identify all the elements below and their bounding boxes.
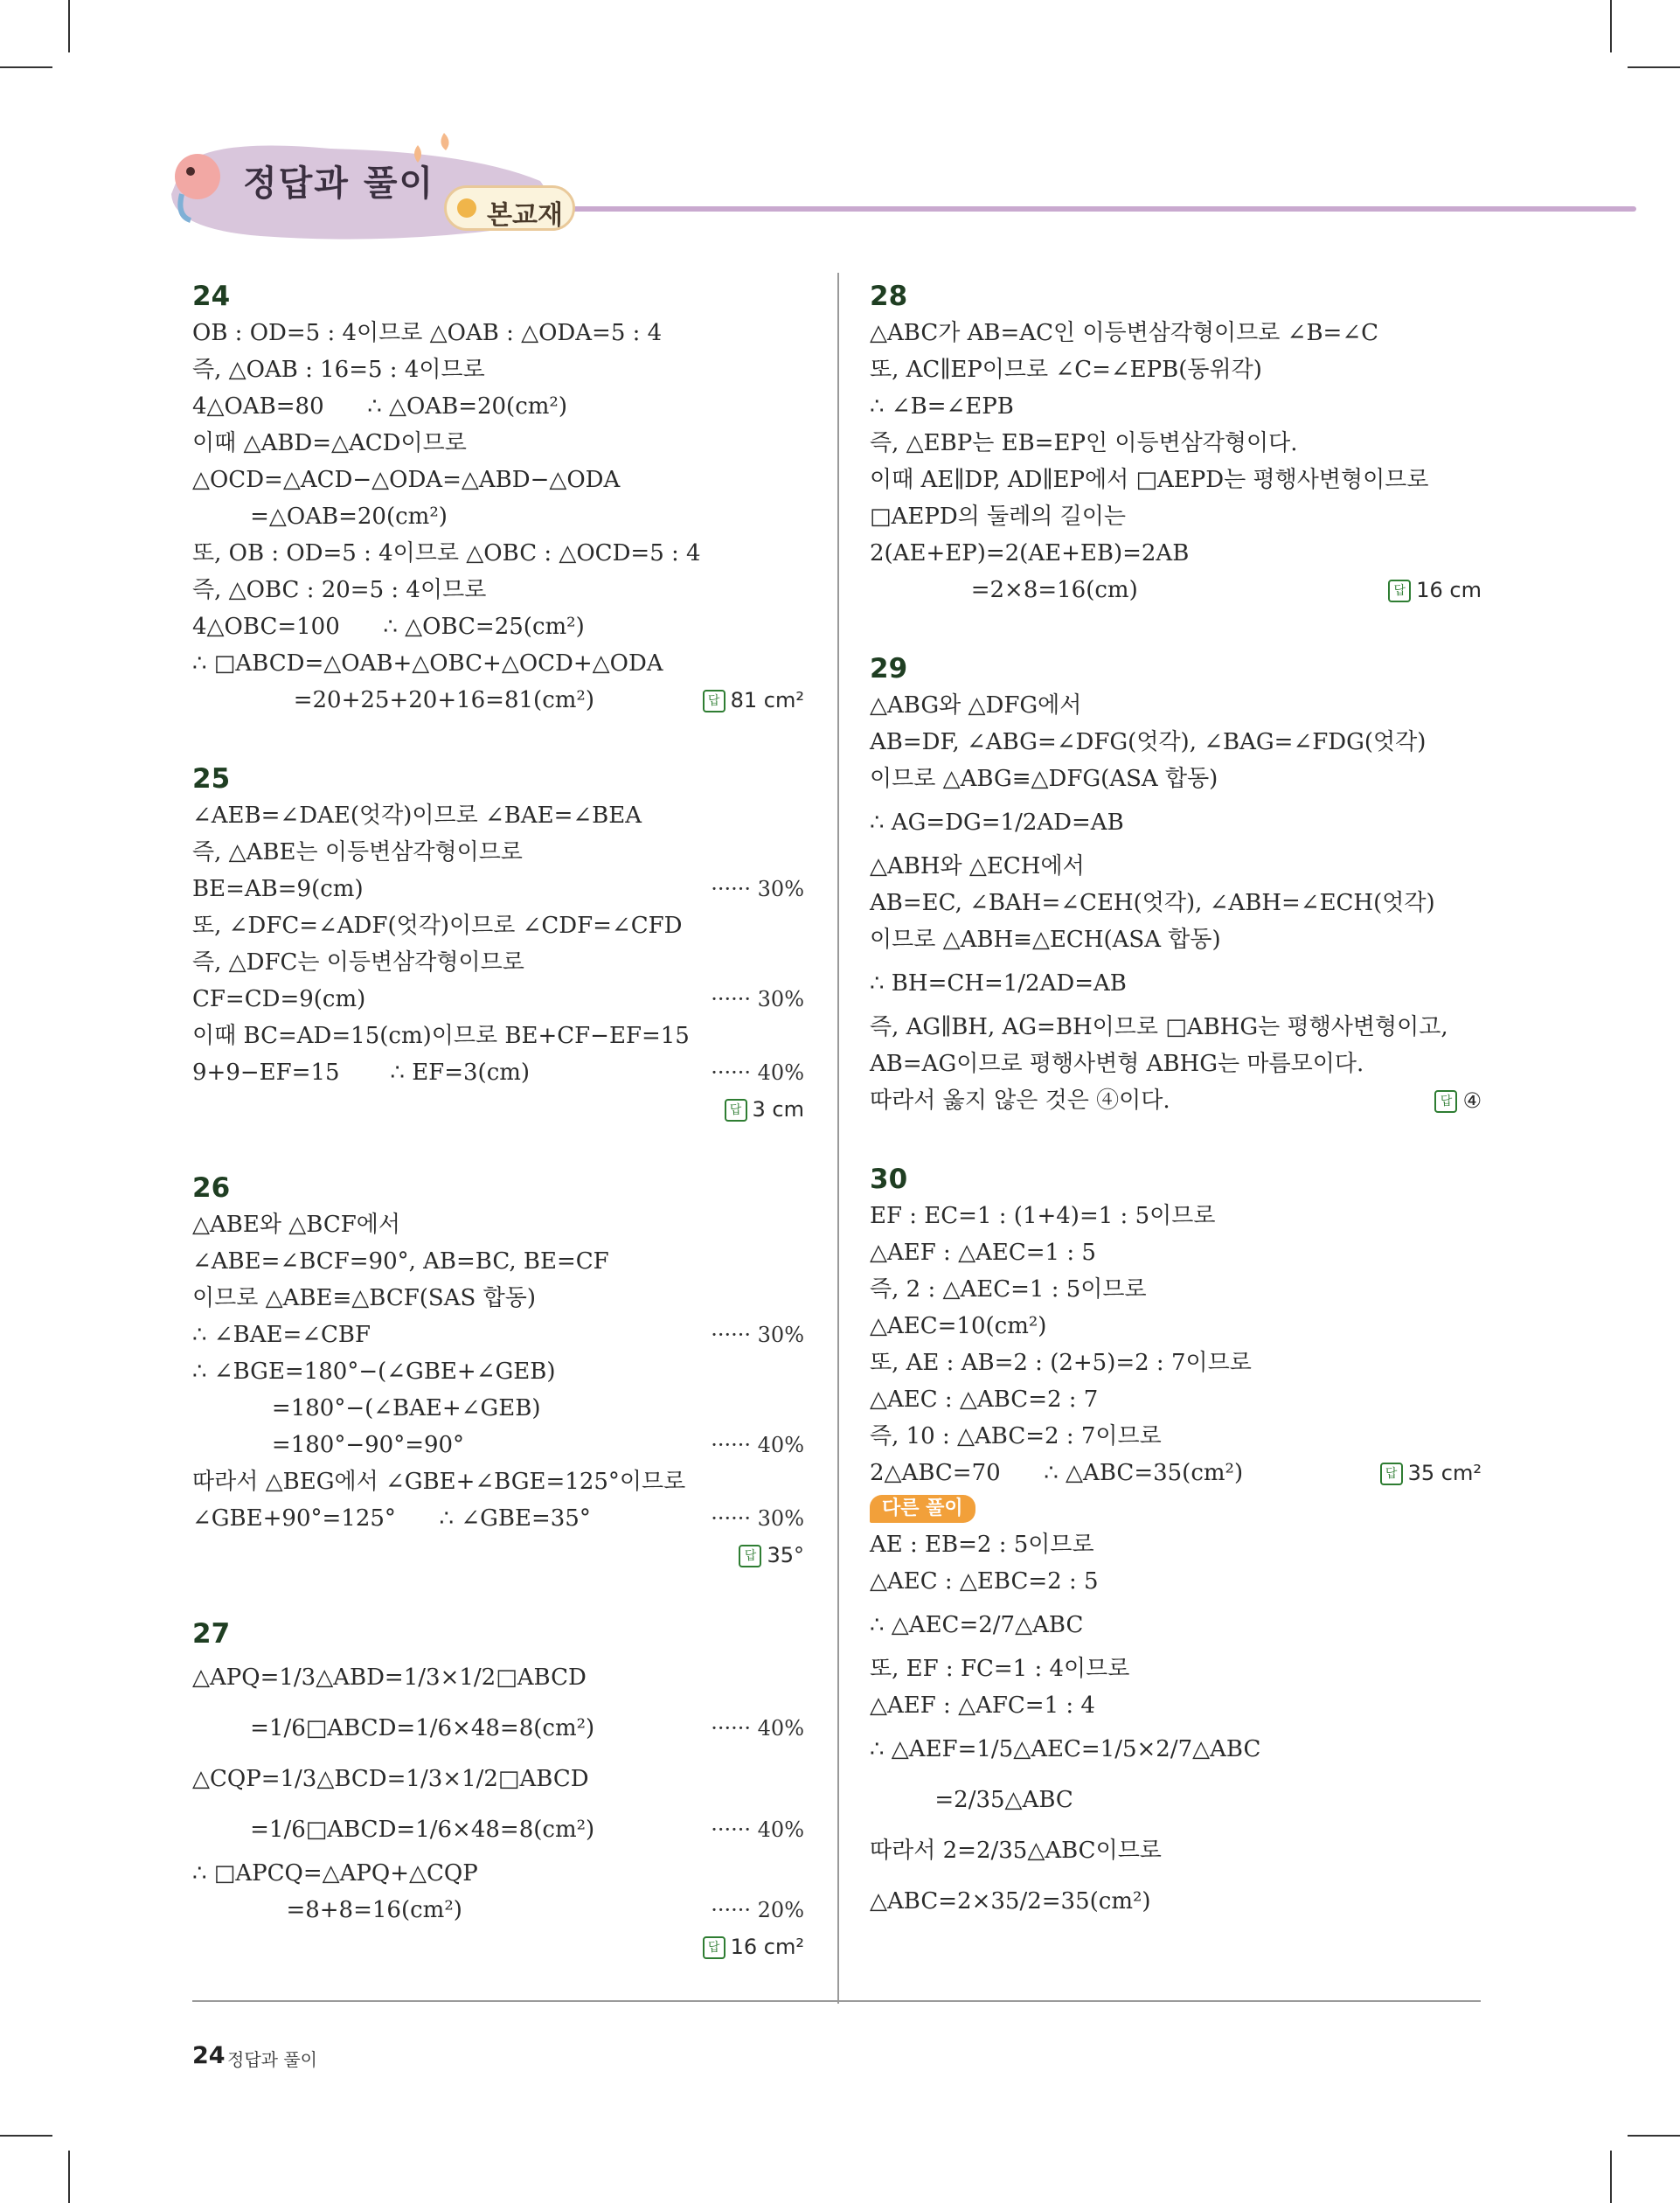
problem-number: 25 bbox=[192, 763, 231, 795]
solution-text: 또, ∠DFC=∠ADF(엇각)이므로 ∠CDF=∠CFD bbox=[192, 913, 683, 939]
score-percent: ······ 40% bbox=[711, 1060, 804, 1085]
solution-text: BE=AB=9(cm) bbox=[192, 876, 364, 902]
solution-line bbox=[870, 535, 1482, 572]
crop-mark bbox=[1610, 2151, 1612, 2203]
crop-mark bbox=[1628, 66, 1680, 68]
solution-text: △ABE와 △BCF에서 bbox=[192, 1212, 400, 1238]
solution-text: AB=EC, ∠BAH=∠CEH(엇각), ∠ABH=∠ECH(엇각) bbox=[870, 890, 1435, 916]
answer-label bbox=[192, 1928, 804, 1965]
solution-text: ∠GBE+90°=125° ∴ ∠GBE=35° bbox=[192, 1505, 591, 1532]
solution-line bbox=[192, 1353, 804, 1390]
solution-text: =△OAB=20(cm²) bbox=[192, 504, 448, 530]
solution-line bbox=[870, 958, 1482, 1009]
footer-label: 정답과 풀이 bbox=[227, 2049, 317, 2070]
solution-line bbox=[192, 682, 804, 719]
answer-label bbox=[703, 682, 804, 719]
solution-line bbox=[192, 1892, 804, 1928]
solution-text: 2△ABC=70 ∴ △ABC=35(cm²) bbox=[870, 1460, 1244, 1486]
answer-value: 3 cm bbox=[752, 1097, 804, 1122]
solution-line bbox=[192, 1500, 804, 1537]
solution-text: △AEC=10(cm²) bbox=[870, 1313, 1047, 1339]
solution-text: =2/35△ABC bbox=[870, 1787, 1073, 1813]
solution-line bbox=[870, 1563, 1482, 1600]
solution-text: △CQP=1/3△BCD=1/3×1/2□ABCD bbox=[192, 1766, 589, 1792]
solution-line bbox=[870, 1526, 1482, 1563]
solution-line bbox=[192, 535, 804, 572]
solution-text: 즉, 10 : △ABC=2 : 7이므로 bbox=[870, 1423, 1162, 1449]
crop-mark bbox=[1628, 2135, 1680, 2137]
answer-label bbox=[192, 1091, 804, 1128]
solution-text: △ABG와 △DFG에서 bbox=[870, 692, 1082, 719]
solution-line bbox=[870, 761, 1482, 797]
solution-line bbox=[870, 1418, 1482, 1455]
answer-badge-icon: 답 bbox=[1380, 1463, 1403, 1485]
solution-line bbox=[192, 1855, 804, 1892]
solution-line bbox=[870, 1775, 1482, 1825]
solution-text: =2×8=16(cm) bbox=[870, 577, 1138, 603]
solution-text: 즉, 2 : △AEC=1 : 5이므로 bbox=[870, 1276, 1147, 1303]
solution-text: EF : EC=1 : (1+4)=1 : 5이므로 bbox=[870, 1203, 1216, 1229]
solution-text: 즉, △ABE는 이등변삼각형이므로 bbox=[192, 839, 523, 865]
answer-value: 16 cm bbox=[1416, 578, 1482, 602]
solution-line bbox=[192, 1804, 804, 1855]
solution-line bbox=[870, 1234, 1482, 1271]
solution-text: △ABH와 △ECH에서 bbox=[870, 853, 1085, 879]
header-title: 정답과 풀이 bbox=[243, 163, 435, 204]
solution-line bbox=[870, 1825, 1482, 1876]
crop-mark bbox=[68, 0, 70, 52]
answer-label bbox=[1380, 1455, 1482, 1491]
solution-line bbox=[870, 1876, 1482, 1927]
solution-text: ∴ □APCQ=△APQ+△CQP bbox=[192, 1860, 478, 1887]
solution-text: ∴ ∠BGE=180°−(∠GBE+∠GEB) bbox=[192, 1359, 556, 1385]
problem-number: 30 bbox=[870, 1164, 908, 1195]
solution-line bbox=[870, 425, 1482, 462]
solution-text: ∠AEB=∠DAE(엇각)이므로 ∠BAE=∠BEA bbox=[192, 803, 642, 829]
problem-block bbox=[192, 761, 804, 1128]
solution-text: =1/6□ABCD=1/6×48=8(cm²) bbox=[192, 1715, 595, 1741]
answer-label bbox=[1434, 1082, 1482, 1119]
solution-line bbox=[192, 944, 804, 981]
solution-text: 이므로 △ABE≡△BCF(SAS 합동) bbox=[192, 1285, 536, 1311]
solution-line bbox=[192, 834, 804, 871]
solution-text: △OCD=△ACD−△ODA=△ABD−△ODA bbox=[192, 467, 621, 493]
alternative-solution-tag: 다른 풀이 bbox=[870, 1495, 975, 1523]
score-percent: ······ 40% bbox=[711, 1817, 804, 1842]
crop-mark bbox=[68, 2151, 70, 2203]
solution-line bbox=[192, 425, 804, 462]
solution-line bbox=[192, 351, 804, 388]
answer-label bbox=[1388, 572, 1482, 608]
solution-line bbox=[192, 1206, 804, 1243]
solution-line bbox=[192, 1703, 804, 1754]
solution-line bbox=[192, 645, 804, 682]
solution-text: =180°−(∠BAE+∠GEB) bbox=[192, 1395, 541, 1421]
solution-text: △AEF : △AEC=1 : 5 bbox=[870, 1240, 1096, 1266]
solution-text: 또, EF : FC=1 : 4이므로 bbox=[870, 1656, 1130, 1682]
problem-number: 27 bbox=[192, 1618, 231, 1650]
solution-line bbox=[870, 1600, 1482, 1651]
solution-line bbox=[192, 871, 804, 907]
solution-text: 즉, △OBC : 20=5 : 4이므로 bbox=[192, 577, 487, 603]
solution-line bbox=[192, 388, 804, 425]
solution-line bbox=[870, 351, 1482, 388]
score-percent: ······ 20% bbox=[711, 1898, 804, 1922]
problem-number: 26 bbox=[192, 1172, 231, 1204]
solution-text: 즉, AG∥BH, AG=BH이므로 □ABHG는 평행사변형이고, bbox=[870, 1014, 1448, 1040]
solution-line bbox=[870, 1271, 1482, 1308]
solution-line bbox=[192, 1754, 804, 1804]
answer-value: 16 cm² bbox=[730, 1935, 804, 1959]
answer-value: 81 cm² bbox=[730, 688, 804, 712]
solution-text: ∴ ∠BAE=∠CBF bbox=[192, 1322, 371, 1348]
problem-block bbox=[870, 650, 1482, 1119]
solution-line bbox=[870, 1345, 1482, 1381]
solution-line bbox=[870, 797, 1482, 848]
solution-text: ∴ AG=DG=1/2AD=AB bbox=[870, 810, 1124, 836]
solution-line bbox=[870, 724, 1482, 761]
solution-text: 4△OBC=100 ∴ △OBC=25(cm²) bbox=[192, 614, 585, 640]
answer-badge-icon: 답 bbox=[1388, 580, 1411, 602]
solution-text: 즉, △OAB : 16=5 : 4이므로 bbox=[192, 357, 485, 383]
solution-text: △AEC : △EBC=2 : 5 bbox=[870, 1568, 1099, 1595]
solution-line bbox=[870, 1687, 1482, 1724]
solution-text: CF=CD=9(cm) bbox=[192, 986, 366, 1012]
solution-text: 따라서 △BEG에서 ∠GBE+∠BGE=125°이므로 bbox=[192, 1469, 686, 1495]
solution-text: ∴ BH=CH=1/2AD=AB bbox=[870, 970, 1127, 997]
solution-text: 즉, △DFC는 이등변삼각형이므로 bbox=[192, 949, 524, 976]
score-percent: ······ 30% bbox=[711, 1506, 804, 1531]
solution-text: =1/6□ABCD=1/6×48=8(cm²) bbox=[192, 1817, 595, 1843]
score-percent: ······ 30% bbox=[711, 877, 804, 901]
crop-mark bbox=[0, 2135, 52, 2137]
solution-text: 즉, △EBP는 EB=EP인 이등변삼각형이다. bbox=[870, 430, 1298, 456]
solution-text: AE : EB=2 : 5이므로 bbox=[870, 1532, 1094, 1558]
solution-line bbox=[870, 1724, 1482, 1775]
section-tab bbox=[444, 185, 575, 231]
solution-text: 또, AC∥EP이므로 ∠C=∠EPB(동위각) bbox=[870, 357, 1262, 383]
solution-line bbox=[870, 315, 1482, 351]
solution-text: ∴ □ABCD=△OAB+△OBC+△OCD+△ODA bbox=[192, 650, 663, 677]
problem-number: 24 bbox=[192, 281, 231, 312]
solution-line bbox=[192, 1243, 804, 1280]
solution-line bbox=[870, 388, 1482, 425]
solution-text: AB=AG이므로 평행사변형 ABHG는 마름모이다. bbox=[870, 1051, 1364, 1077]
solution-text: △APQ=1/3△ABD=1/3×1/2□ABCD bbox=[192, 1664, 587, 1691]
answer-badge-icon: 답 bbox=[1434, 1090, 1457, 1113]
solution-line bbox=[870, 498, 1482, 535]
score-percent: ······ 40% bbox=[711, 1433, 804, 1457]
solution-line bbox=[870, 1651, 1482, 1687]
solution-line bbox=[192, 1018, 804, 1054]
solution-text: □AEPD의 둘레의 길이는 bbox=[870, 504, 1127, 530]
crop-mark bbox=[0, 66, 52, 68]
score-percent: ······ 30% bbox=[711, 987, 804, 1011]
solution-text: 또, OB : OD=5 : 4이므로 △OBC : △OCD=5 : 4 bbox=[192, 540, 701, 566]
solution-line bbox=[870, 1009, 1482, 1046]
problem-block bbox=[870, 278, 1482, 608]
score-percent: ······ 40% bbox=[711, 1716, 804, 1741]
section-tab-label: 본교재 bbox=[487, 200, 563, 231]
solution-text: ∴ △AEF=1/5△AEC=1/5×2/7△ABC bbox=[870, 1736, 1261, 1762]
problem-block bbox=[870, 1161, 1482, 1927]
solution-line bbox=[192, 1390, 804, 1427]
solution-text: 4△OAB=80 ∴ △OAB=20(cm²) bbox=[192, 393, 567, 420]
solution-line bbox=[192, 1427, 804, 1463]
answer-badge-icon: 답 bbox=[725, 1099, 747, 1122]
solution-text: 이므로 △ABH≡△ECH(ASA 합동) bbox=[870, 927, 1221, 953]
solution-line bbox=[870, 1046, 1482, 1082]
solution-line bbox=[192, 498, 804, 535]
solution-line bbox=[192, 1280, 804, 1317]
solution-text: △ABC=2×35/2=35(cm²) bbox=[870, 1888, 1151, 1915]
solution-text: 이므로 △ABG≡△DFG(ASA 합동) bbox=[870, 766, 1218, 792]
solution-text: ∴ ∠B=∠EPB bbox=[870, 393, 1014, 420]
solution-text: 이때 AE∥DP, AD∥EP에서 □AEPD는 평행사변형이므로 bbox=[870, 467, 1429, 493]
right-column bbox=[870, 278, 1482, 1969]
answer-value: ④ bbox=[1462, 1088, 1482, 1113]
solution-line bbox=[192, 1317, 804, 1353]
solution-text: 이때 △ABD=△ACD이므로 bbox=[192, 430, 467, 456]
solution-text: OB : OD=5 : 4이므로 △OAB : △ODA=5 : 4 bbox=[192, 320, 663, 346]
solution-line bbox=[870, 848, 1482, 885]
solution-text: =8+8=16(cm²) bbox=[192, 1897, 462, 1923]
solution-line bbox=[192, 1652, 804, 1703]
answer-badge-icon: 답 bbox=[703, 690, 725, 712]
solution-text: 또, AE : AB=2 : (2+5)=2 : 7이므로 bbox=[870, 1350, 1252, 1376]
left-column bbox=[192, 278, 804, 2007]
answer-label bbox=[192, 1537, 804, 1574]
solution-text: 9+9−EF=15 ∴ EF=3(cm) bbox=[192, 1060, 531, 1086]
problem-block bbox=[192, 278, 804, 719]
problem-number: 28 bbox=[870, 281, 908, 312]
solution-line bbox=[870, 1381, 1482, 1418]
solution-line bbox=[192, 315, 804, 351]
solution-line bbox=[870, 885, 1482, 921]
solution-line bbox=[870, 572, 1482, 608]
solution-line bbox=[192, 462, 804, 498]
solution-text: 이때 BC=AD=15(cm)이므로 BE+CF−EF=15 bbox=[192, 1023, 690, 1049]
solution-text: =180°−90°=90° bbox=[192, 1432, 465, 1458]
solution-text: ∴ △AEC=2/7△ABC bbox=[870, 1612, 1084, 1638]
solution-line bbox=[192, 608, 804, 645]
answer-value: 35 cm² bbox=[1407, 1461, 1482, 1485]
solution-line bbox=[870, 1455, 1482, 1491]
problem-number: 29 bbox=[870, 653, 908, 685]
solution-text: △AEC : △ABC=2 : 7 bbox=[870, 1386, 1099, 1413]
solution-line bbox=[192, 981, 804, 1018]
solution-line bbox=[870, 462, 1482, 498]
solution-text: △AEF : △AFC=1 : 4 bbox=[870, 1692, 1095, 1719]
solution-text: 따라서 옳지 않은 것은 ④이다. bbox=[870, 1088, 1170, 1114]
header-rule bbox=[559, 206, 1636, 212]
solution-text: 따라서 2=2/35△ABC이므로 bbox=[870, 1838, 1162, 1864]
crop-mark bbox=[1610, 0, 1612, 52]
answer-badge-icon: 답 bbox=[703, 1936, 725, 1959]
column-divider bbox=[837, 273, 839, 2004]
solution-line bbox=[870, 1082, 1482, 1119]
solution-text: =20+25+20+16=81(cm²) bbox=[192, 687, 594, 713]
solution-line bbox=[192, 1463, 804, 1500]
solution-line bbox=[192, 572, 804, 608]
answer-value: 35° bbox=[767, 1543, 804, 1567]
solution-text: △ABC가 AB=AC인 이등변삼각형이므로 ∠B=∠C bbox=[870, 320, 1379, 346]
score-percent: ······ 30% bbox=[711, 1323, 804, 1347]
page-number: 24 bbox=[192, 2042, 226, 2069]
solution-text: 2(AE+EP)=2(AE+EB)=2AB bbox=[870, 540, 1190, 566]
solution-line bbox=[870, 1308, 1482, 1345]
solution-text: ∠ABE=∠BCF=90°, AB=BC, BE=CF bbox=[192, 1248, 609, 1275]
solution-line bbox=[870, 921, 1482, 958]
answer-badge-icon: 답 bbox=[739, 1545, 761, 1567]
solution-line bbox=[870, 687, 1482, 724]
solution-line bbox=[192, 797, 804, 834]
problem-block bbox=[192, 1616, 804, 1965]
problem-block bbox=[192, 1170, 804, 1574]
tab-dot-icon bbox=[457, 198, 476, 218]
solution-line bbox=[192, 907, 804, 944]
solution-text: AB=DF, ∠ABG=∠DFG(엇각), ∠BAG=∠FDG(엇각) bbox=[870, 729, 1427, 755]
solution-line bbox=[192, 1054, 804, 1091]
solution-line bbox=[870, 1198, 1482, 1234]
